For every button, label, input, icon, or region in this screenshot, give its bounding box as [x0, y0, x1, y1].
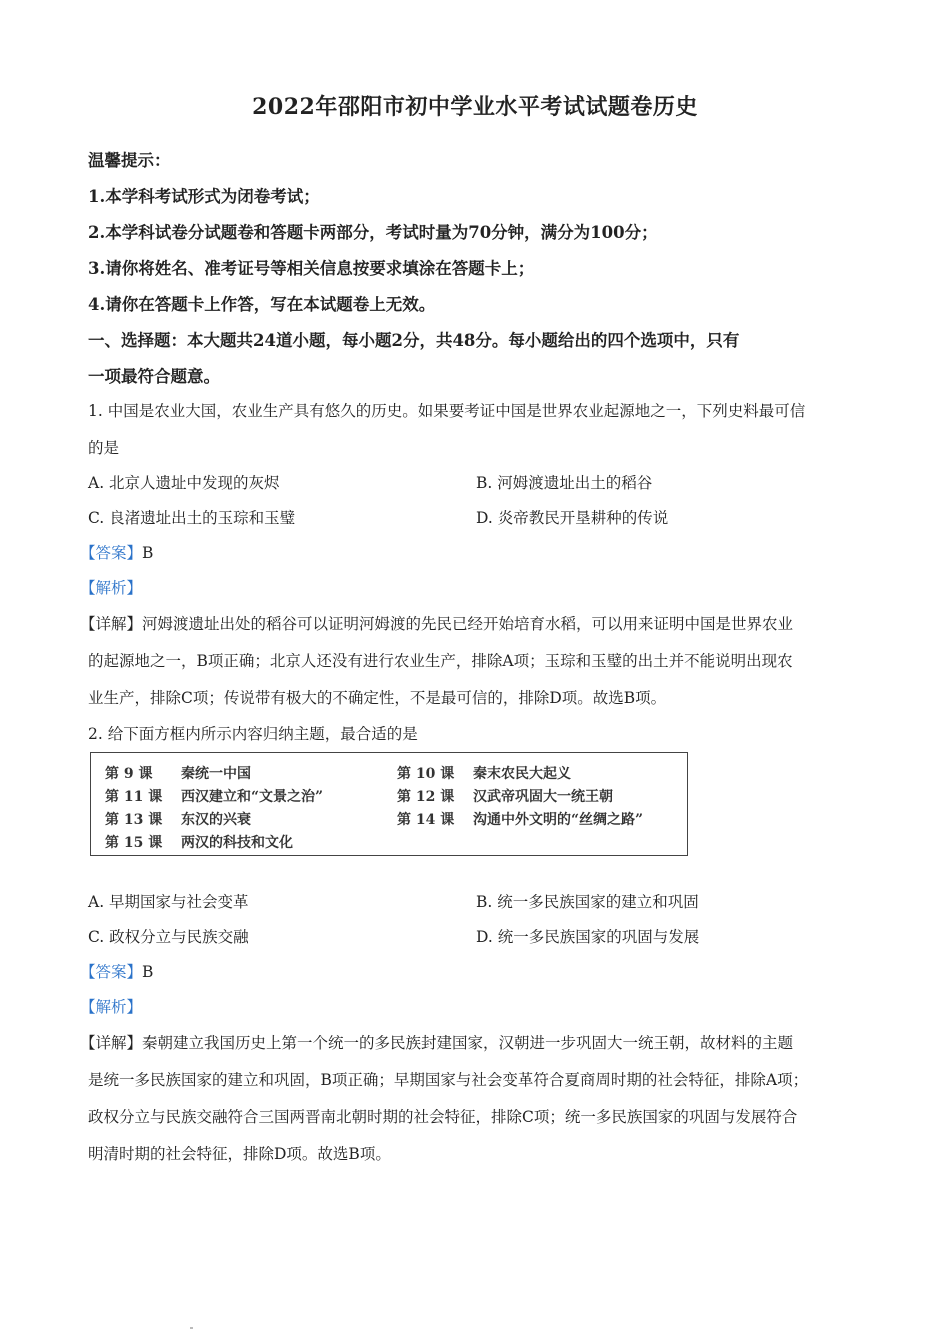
detail-tag: 【详解】 [80, 1034, 143, 1052]
tip-item: 3.请你将姓名、准考证号等相关信息按要求填涂在答题卡上； [88, 259, 535, 278]
q2-option-a: A. 早期国家与社会变革 [88, 893, 249, 911]
lesson-topic: 汉武帝巩固大一统王朝 [473, 789, 613, 805]
lesson-entry [397, 786, 613, 806]
lesson-number: 第 14 课 [397, 812, 455, 828]
answer-tag: 【答案】 [80, 544, 143, 562]
lesson-number: 第 13 课 [105, 812, 163, 828]
answer-value: B [142, 963, 154, 981]
analysis-tag: 【解析】 [80, 998, 143, 1016]
q2-detail-cont: 政权分立与民族交融符合三国两晋南北朝时期的社会特征，排除C项；统一多民族国家的巩固与发展符合 [88, 1108, 798, 1126]
q2-detail-cont: 是统一多民族国家的建立和巩固，B项正确；早期国家与社会变革符合夏商周时期的社会特征，排除A项； [88, 1071, 809, 1089]
lesson-topic: 秦末农民大起义 [473, 766, 571, 782]
lesson-entry [397, 809, 643, 829]
footer-dot [190, 1327, 193, 1329]
lesson-number: 第 12 课 [397, 789, 455, 805]
lesson-number: 第 9 课 [105, 766, 153, 782]
section-heading-cont: 一项最符合题意。 [88, 367, 220, 386]
question-1-stem: 1. 中国是农业大国，农业生产具有悠久的历史。如果要考证中国是世界农业起源地之一，下列史料最可信 [88, 402, 806, 420]
tip-item: 4.请你在答题卡上作答，写在本试题卷上无效。 [88, 295, 436, 314]
q2-analysis-tag [80, 995, 142, 1017]
section-heading: 一、选择题：本大题共24道小题，每小题2分，共48分。每小题给出的四个选项中，只有 [88, 331, 740, 350]
lesson-box [90, 752, 688, 856]
analysis-tag: 【解析】 [80, 579, 143, 597]
page-title: 2022年邵阳市初中学业水平考试试题卷历史 [252, 94, 698, 120]
q1-option-b: B. 河姆渡遗址出土的稻谷 [476, 474, 653, 492]
answer-tag: 【答案】 [80, 963, 143, 981]
q2-detail [80, 1031, 793, 1053]
detail-text: 秦朝建立我国历史上第一个统一的多民族封建国家，汉朝进一步巩固大一统王朝，故材料的主题 [142, 1034, 794, 1052]
answer-value: B [142, 544, 154, 562]
q1-answer [80, 541, 153, 563]
lesson-topic: 东汉的兴衰 [181, 812, 251, 828]
q2-answer [80, 960, 153, 982]
lesson-number: 第 10 课 [397, 766, 455, 782]
lesson-topic: 秦统一中国 [181, 766, 251, 782]
q2-option-d: D. 统一多民族国家的巩固与发展 [476, 928, 700, 946]
tip-item: 2.本学科试卷分试题卷和答题卡两部分，考试时量为70分钟，满分为100分； [88, 223, 658, 242]
lesson-topic: 西汉建立和“文景之治” [181, 789, 324, 805]
detail-text: 河姆渡遗址出处的稻谷可以证明河姆渡的先民已经开始培育水稻，可以用来证明中国是世界农业 [142, 615, 794, 633]
lesson-entry [105, 763, 251, 783]
tip-item: 1.本学科考试形式为闭卷考试； [88, 187, 320, 206]
q1-detail [80, 612, 793, 634]
q1-option-d: D. 炎帝教民开垦耕种的传说 [476, 509, 669, 527]
lesson-number: 第 15 课 [105, 835, 163, 851]
lesson-entry [105, 809, 251, 829]
lesson-entry [105, 786, 323, 806]
q1-option-a: A. 北京人遗址中发现的灰烬 [88, 474, 280, 492]
tips-heading: 温馨提示： [88, 151, 171, 170]
detail-tag: 【详解】 [80, 615, 143, 633]
lesson-topic: 两汉的科技和文化 [181, 835, 293, 851]
question-1-stem-cont: 的是 [88, 439, 120, 457]
q1-option-c: C. 良渚遗址出土的玉琮和玉璧 [88, 509, 296, 527]
lesson-number: 第 11 课 [105, 789, 163, 805]
lesson-topic: 沟通中外文明的“丝绸之路” [473, 812, 644, 828]
lesson-entry [397, 763, 571, 783]
q2-detail-cont: 明清时期的社会特征，排除D项。故选B项。 [88, 1145, 391, 1163]
q1-detail-cont: 的起源地之一，B项正确；北京人还没有进行农业生产，排除A项；玉琮和玉璧的出土并不能说明出现农 [88, 652, 793, 670]
q2-option-b: B. 统一多民族国家的建立和巩固 [476, 893, 699, 911]
lesson-entry [105, 832, 293, 852]
q2-option-c: C. 政权分立与民族交融 [88, 928, 249, 946]
question-2-stem: 2. 给下面方框内所示内容归纳主题，最合适的是 [88, 725, 418, 743]
q1-analysis-tag [80, 576, 142, 598]
q1-detail-cont: 业生产，排除C项；传说带有极大的不确定性，不是最可信的，排除D项。故选B项。 [88, 689, 667, 707]
